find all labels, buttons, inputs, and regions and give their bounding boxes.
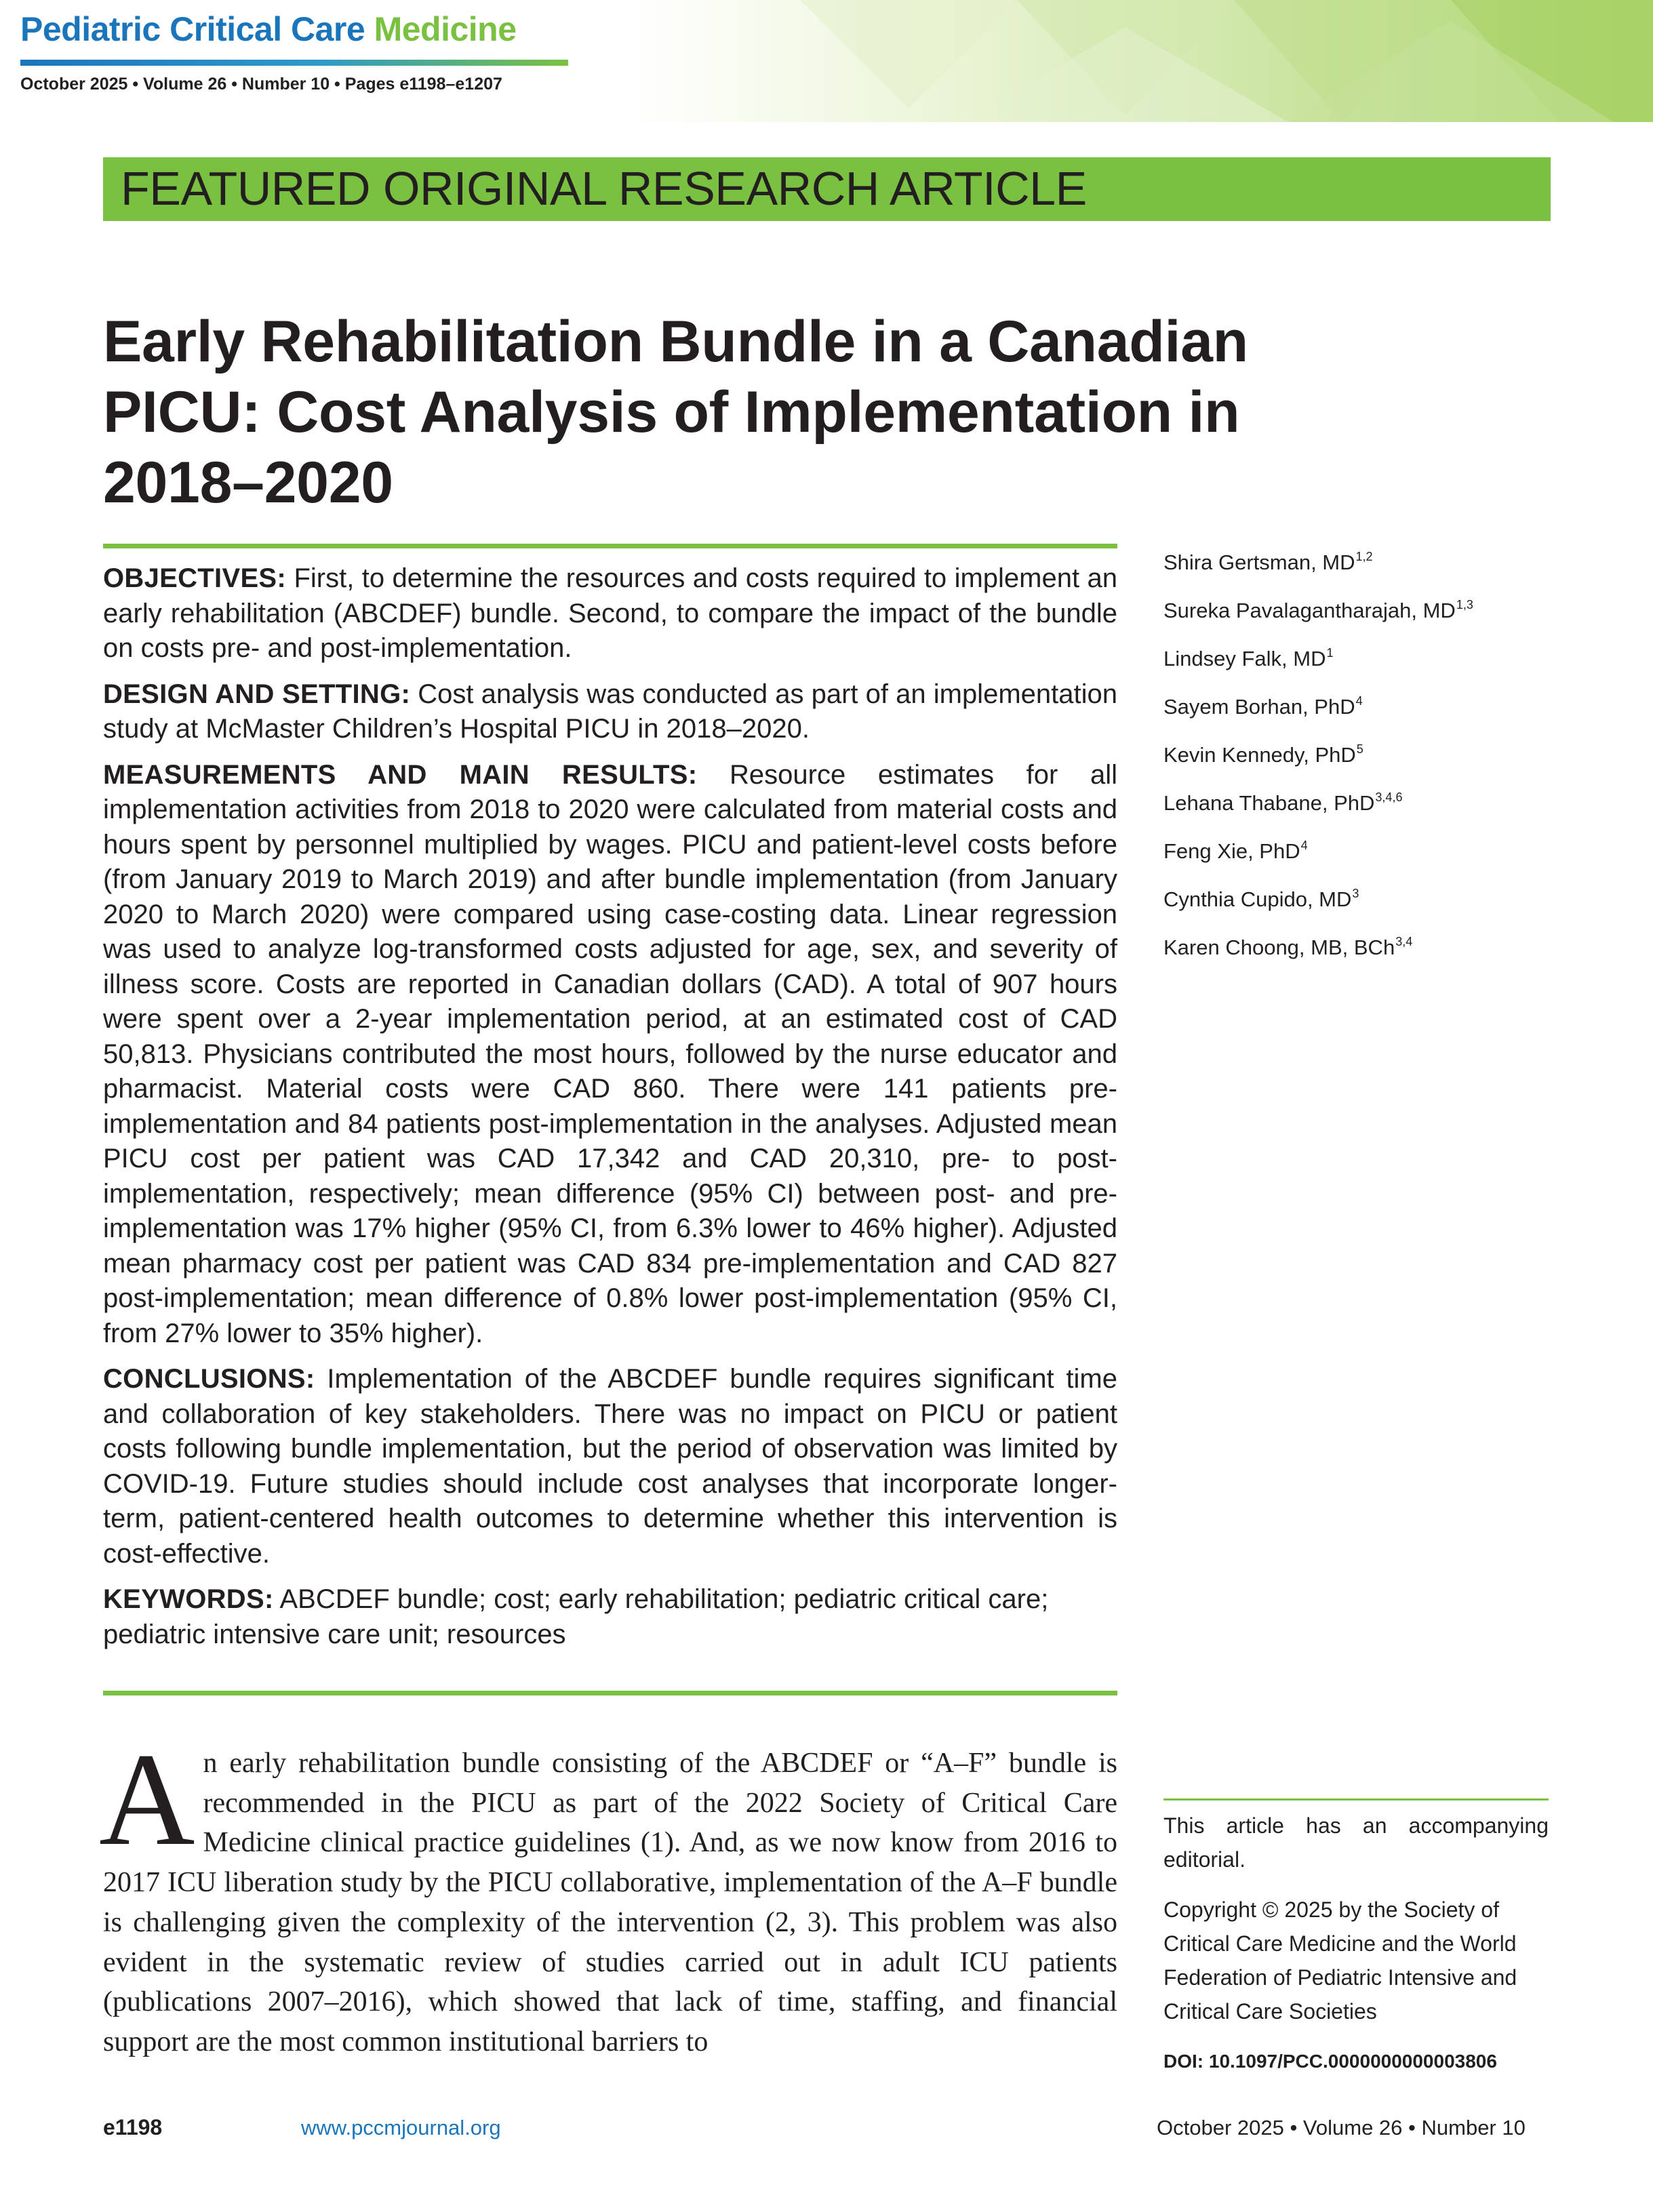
abstract-conclusions bbox=[103, 1362, 1117, 1571]
abstract-design bbox=[103, 677, 1117, 747]
author: Karen Choong, MB, BCh$^{3,4}$ bbox=[1163, 935, 1413, 959]
abstract-top-rule bbox=[103, 544, 1117, 548]
doi-label: DOI: bbox=[1163, 2051, 1204, 2072]
abstract-objectives bbox=[103, 561, 1117, 666]
author-list bbox=[1163, 536, 1638, 969]
editorial-note: This article has an accompanying editorial. bbox=[1163, 1813, 1549, 1872]
results-label: MEASUREMENTS AND MAIN RESULTS: bbox=[103, 759, 698, 790]
journal-name-part2: Medicine bbox=[374, 10, 517, 48]
intro-text: n early rehabilitation bundle consisting of the ABCDEF or “A–F” bundle is recommended in the PICU as part of the 2022 Society of Critical Care Medicine clinical practice guidelines (1). And, as we now know from 2016 to 2017 ICU liberation study by the PICU collaborative, implementation of the A–F bundle is challenging given the complexity of the intervention (2, 3). This problem was also evident in the systematic review of studies carried out in adult ICU patients (publications 2007–2016), which showed that lack of time, staffing, and financial support are the most common institutional barriers to bbox=[103, 1748, 1117, 2057]
author: Sureka Pavalagantharajah, MD$^{1,3}$ bbox=[1163, 598, 1473, 622]
footer-issue: October 2025 • Volume 26 • Number 10 bbox=[1157, 2116, 1526, 2139]
title-line: 2018–2020 bbox=[103, 450, 393, 515]
featured-label: FEATURED ORIGINAL RESEARCH ARTICLE bbox=[121, 162, 1087, 215]
abstract-keywords bbox=[103, 1582, 1117, 1652]
journal-name-part1: Pediatric Critical Care bbox=[20, 10, 365, 48]
author: Lindsey Falk, $MD^1$ bbox=[1163, 646, 1334, 670]
author: Kevin Kennedy, PhD$^5$ bbox=[1163, 742, 1363, 767]
results-text: Resource estimates for all implementation activities from 2018 to 2020 were calculated from material costs and hours spent by personnel multiplied by wages. PICU and patient-level costs before (from January 2019 to March 2019) and after bundle implementation (from January 2020 to March 2020) were compared using case-costing data. Linear regression was used to analyze log-transformed costs adjusted for age, sex, and severity of illness score. Costs are reported in Canadian dollars (CAD). A total of 907 hours were spent over a 2-year implementation period, at an estimated cost of CAD 50,813. Physicians contributed the most hours, followed by the nurse educator and pharmacist. Material costs were CAD 860. There were 141 patients pre-implementation and 84 patients post-implementation in the analyses. Adjusted mean PICU cost per patient was CAD 17,342 and CAD 20,310, pre- to post-implementation, respectively; mean difference (95% CI) between post- and pre-implementation was 17% higher (95% CI, from 6.3% lower to 46% higher). Adjusted mean pharmacy cost per patient was CAD 834 pre-implementation and CAD 827 post-implementation; mean difference of 0.8% lower post-implementation (95% CI, from 27% lower to 35% higher). bbox=[103, 759, 1117, 1348]
journal-name bbox=[20, 9, 517, 49]
conclusions-label: CONCLUSIONS: bbox=[103, 1364, 315, 1394]
conclusions-text: Implementation of the ABCDEF bundle requires significant time and collaboration of key stakeholders. There was no impact on PICU or patient costs following bundle implementation, but the period of observation was limited by COVID-19. Future studies should include cost analyses that incorporate longer-term, patient-centered health outcomes to determine whether this intervention is cost-effective. bbox=[103, 1364, 1117, 1569]
copyright-note: Copyright © 2025 by the Society of Critical Care Medicine and the World Federation of Pediatric Intensive and Critical Care Societies bbox=[1163, 1897, 1517, 2024]
abstract bbox=[103, 561, 1117, 1663]
title-line: PICU: Cost Analysis of Implementation in bbox=[103, 380, 1240, 445]
page-number: e1198 bbox=[103, 2115, 163, 2139]
author: Shira Gertsman, MD$^{1,2}$ bbox=[1163, 550, 1373, 574]
issue-line: October 2025 • Volume 26 • Number 10 • Pages e1198–e1207 bbox=[20, 75, 502, 94]
objectives-label: OBJECTIVES: bbox=[103, 563, 287, 593]
journal-url-link[interactable]: www.pccmjournal.org bbox=[301, 2116, 501, 2139]
author: Sayem Borhan, PhD$^4$ bbox=[1163, 694, 1363, 719]
title-line: Early Rehabilitation Bundle in a Canadian bbox=[103, 309, 1248, 374]
abstract-bottom-rule bbox=[103, 1691, 1117, 1695]
journal-underline bbox=[20, 60, 568, 66]
drop-cap: A bbox=[99, 1726, 195, 1873]
side-notes-rule bbox=[1163, 1798, 1549, 1801]
abstract-results bbox=[103, 758, 1117, 1352]
doi-link[interactable]: 10.1097/PCC.0000000000003806 bbox=[1208, 2051, 1497, 2072]
objectives-text: First, to determine the resources and costs required to implement an early rehabilitation (ABCDEF) bundle. Second, to compare the impact of the bundle on costs pre- and post-implementation. bbox=[103, 563, 1117, 663]
design-text: Cost analysis was conducted as part of an implementation study at McMaster Children’s Hospital PICU in 2018–2020. bbox=[103, 679, 1117, 744]
intro-paragraph bbox=[99, 1726, 1117, 2062]
author: Cynthia Cupido, $MD^3$ bbox=[1163, 887, 1359, 911]
side-notes bbox=[1163, 1809, 1549, 2078]
keywords-label: KEYWORDS: bbox=[103, 1584, 274, 1614]
keywords-text: ABCDEF bundle; cost; early rehabilitation; pediatric critical care; pediatric intensive care unit; resources bbox=[103, 1584, 1049, 1649]
author: Feng Xie, PhD$^4$ bbox=[1163, 839, 1308, 863]
author: Lehana Thabane, PhD$^{3,4,6}$ bbox=[1163, 790, 1403, 815]
design-label: DESIGN AND SETTING: bbox=[103, 679, 411, 709]
article-title bbox=[103, 306, 1425, 518]
doi bbox=[1163, 2045, 1549, 2078]
